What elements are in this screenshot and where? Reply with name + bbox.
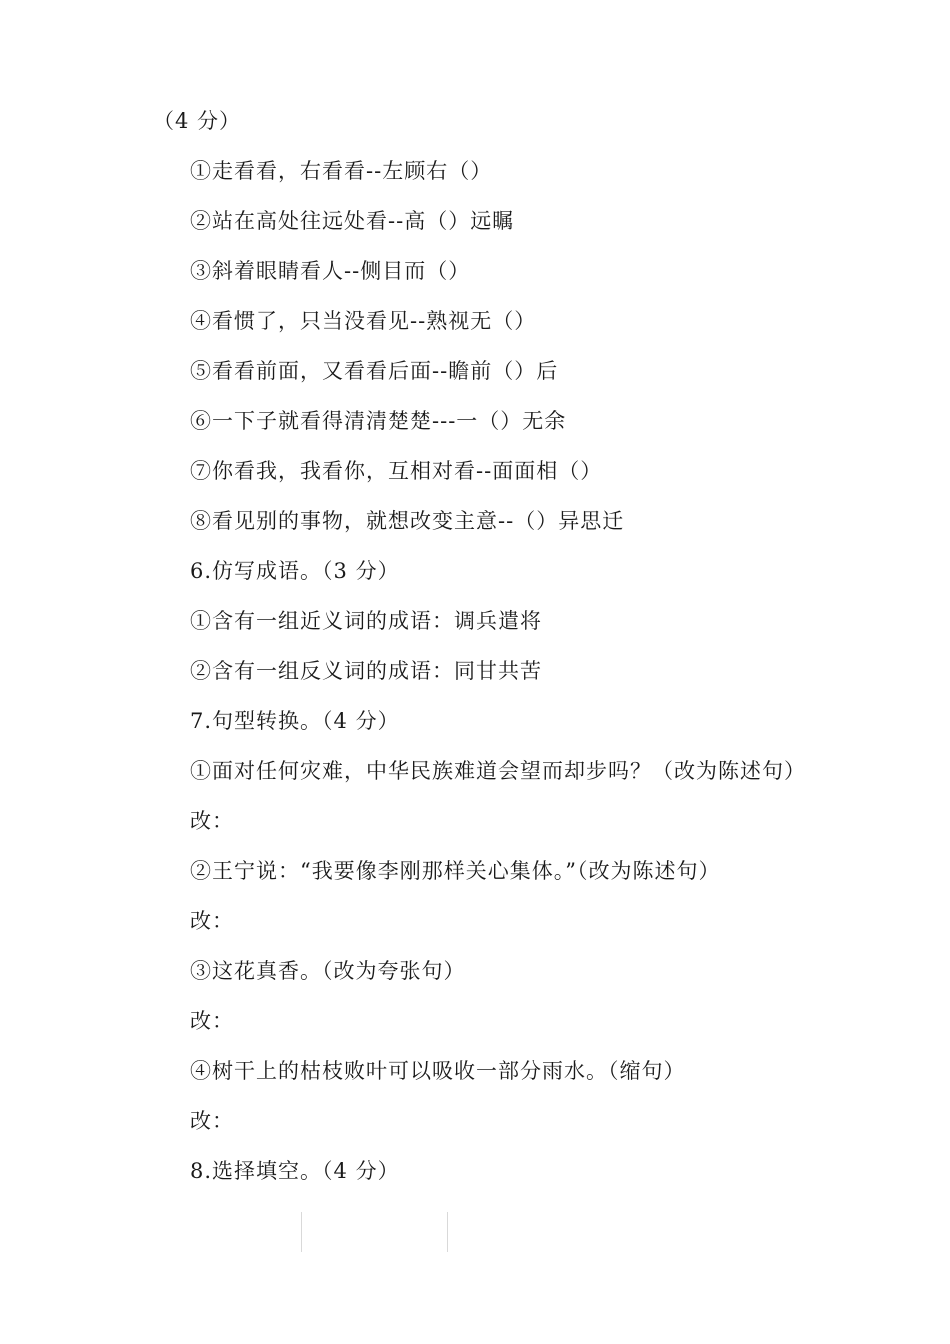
answer-line-3: 改：: [190, 1009, 234, 1033]
idiom-item-5: ⑤看看前面，又看看后面--瞻前（）后: [190, 359, 559, 383]
question-7-heading: 7.句型转换。（4 分）: [190, 709, 400, 733]
question-8-heading: 8.选择填空。（4 分）: [190, 1159, 400, 1183]
section-score-note: （4 分）: [153, 109, 242, 133]
idiom-item-4: ④看惯了，只当没看见--熟视无（）: [190, 309, 537, 333]
answer-line-1: 改：: [190, 809, 234, 833]
question-7-item-2: ②王宁说：“我要像李刚那样关心集体。”（改为陈述句）: [190, 859, 721, 883]
question-6-heading: 6.仿写成语。（3 分）: [190, 559, 400, 583]
question-7-item-3: ③这花真香。（改为夸张句）: [190, 959, 466, 983]
question-6-item-1: ①含有一组近义词的成语：调兵遣将: [190, 609, 542, 633]
answer-line-2: 改：: [190, 909, 234, 933]
idiom-item-6: ⑥一下子就看得清清楚楚---一（）无余: [190, 409, 567, 433]
question-7-item-4: ④树干上的枯枝败叶可以吸收一部分雨水。（缩句）: [190, 1059, 686, 1083]
answer-line-4: 改：: [190, 1109, 234, 1133]
question-7-item-1: ①面对任何灾难，中华民族难道会望而却步吗？（改为陈述句）: [190, 759, 806, 783]
idiom-item-1: ①走看看，右看看--左顾右（）: [190, 159, 493, 183]
question-6-item-2: ②含有一组反义词的成语：同甘共苦: [190, 659, 542, 683]
idiom-item-7: ⑦你看我，我看你，互相对看--面面相（）: [190, 459, 603, 483]
idiom-item-2: ②站在高处往远处看--高（）远瞩: [190, 209, 515, 233]
idiom-item-3: ③斜着眼睛看人--侧目而（）: [190, 259, 471, 283]
idiom-item-8: ⑧看见别的事物，就想改变主意--（）异思迁: [190, 509, 625, 533]
table-fragment: [301, 1212, 448, 1252]
